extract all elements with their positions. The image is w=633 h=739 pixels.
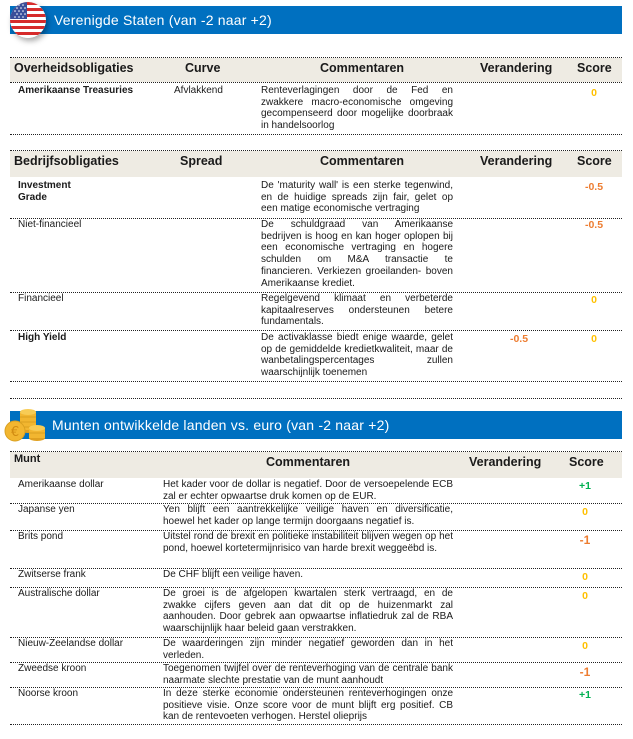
svg-text:€: € xyxy=(10,425,20,440)
score-value: 0 xyxy=(582,590,588,602)
header-score: Score xyxy=(577,61,612,75)
euro-coins-icon xyxy=(4,404,46,444)
gov-table-header xyxy=(10,58,622,82)
comment-text: De 'maturity wall' is een sterke tegenwind, en de huidige spreads zijn fair, gelet op een matige economische vertraging xyxy=(261,180,453,215)
header-bedrijfsobligaties: Bedrijfsobligaties xyxy=(14,154,119,168)
score-value: 0 xyxy=(591,87,597,99)
currency-name: Nieuw-Zeelandse dollar xyxy=(18,638,124,649)
fx-section-title: Munten ontwikkelde landen vs. euro (van -2 naar +2) xyxy=(52,417,390,433)
header-score: Score xyxy=(569,455,604,469)
score-value: -1 xyxy=(579,533,591,547)
divider xyxy=(10,724,622,725)
corp-table-header xyxy=(10,151,622,177)
fx-table-header xyxy=(10,452,622,478)
header-commentaren: Commentaren xyxy=(320,154,405,168)
bond-name: Financieel xyxy=(18,293,64,304)
comment-text: De CHF blijft een veilige haven. xyxy=(163,569,304,580)
score-value: 0 xyxy=(591,294,597,306)
comment-text: Renteverlagingen door de Fed en zwakkere macro-economische omgeving gecompenseerd door mogelijke doorbraak in handelsoorlog xyxy=(261,85,453,132)
bond-name: Amerikaanse Treasuries xyxy=(18,85,134,96)
score-value: 0 xyxy=(591,333,597,345)
divider xyxy=(10,398,622,399)
divider xyxy=(10,381,622,382)
score-value: 0 xyxy=(582,640,588,652)
us-flag-icon xyxy=(10,2,46,38)
header-verandering: Verandering xyxy=(480,154,553,168)
fx-section-banner xyxy=(10,411,622,439)
divider xyxy=(10,82,622,83)
comment-text: De waarderingen zijn minder negatief geworden dan in het verleden. xyxy=(163,638,453,661)
currency-name: Zweedse kroon xyxy=(18,663,87,674)
us-section-title: Verenigde Staten (van -2 naar +2) xyxy=(54,12,272,28)
header-munt: Munt xyxy=(14,453,41,465)
currency-name: Zwitserse frank xyxy=(18,569,86,580)
score-value: +1 xyxy=(579,480,591,492)
comment-text: Regelgevend klimaat en verbeterde kapitaalreserves ondersteunen betere fundamentals. xyxy=(261,293,453,328)
score-value: -0.5 xyxy=(584,181,604,193)
score-value: 0 xyxy=(582,506,588,518)
divider xyxy=(10,330,622,331)
score-value: 0 xyxy=(582,571,588,583)
currency-name: Noorse kroon xyxy=(18,688,79,699)
currency-name: Amerikaanse dollar xyxy=(18,479,104,490)
currency-name: Japanse yen xyxy=(18,504,75,515)
score-value: +1 xyxy=(579,689,591,701)
header-spread: Spread xyxy=(180,154,223,168)
currency-name: Brits pond xyxy=(18,531,64,542)
comment-text: De schuldgraad van Amerikaanse bedrijven is hoog en kan hoger oplopen bij een economische vertraging en hogere schulden om M&A transactie te financieren. Verkiezen groeilanden- boven Amerikaanse krediet. xyxy=(261,219,453,289)
currency-name: Australische dollar xyxy=(18,588,100,599)
us-section-banner xyxy=(10,6,622,34)
comment-text: Toegenomen twijfel over de renteverhoging van de centrale bank naarmate slechte prestatie van de munt aanhoudt xyxy=(163,663,453,686)
comment-text: De activaklasse biedt enige waarde, gelet op de gemiddelde kredietkwaliteit, maar de wanbetalingspercentages zullen waarschijnlijk toenemen xyxy=(261,332,453,379)
bond-name: High Yield xyxy=(18,332,67,343)
comment-text: De groei is de afgelopen kwartalen sterk vertraagd, en de zwakke cijfers geven aan dat dit op de huizenmarkt zal aanhouden. Door gebrek aan opwaartse inflatiedruk zal de RBA waarschijnlijk haar beleid gaan verstrakken. xyxy=(163,588,453,635)
header-verandering: Verandering xyxy=(469,455,542,469)
header-curve: Curve xyxy=(185,61,221,75)
header-verandering: Verandering xyxy=(480,61,553,75)
comment-text: In deze sterke economie ondersteunen renteverhogingen onze positieve visie. Onze score voor de munt blijft erg positief. CB kan de rentevoeten verhogen. Herstel olieprijs xyxy=(163,688,453,723)
bond-name: Investment Grade xyxy=(18,180,71,203)
header-overheidsobligaties: Overheidsobligaties xyxy=(14,61,134,75)
comment-text: Uitstel rond de brexit en politieke instabiliteit blijven wegen op het pond, hoewel kortetermijnrisico van harde brexit weggeëbd is. xyxy=(163,531,453,554)
header-commentaren: Commentaren xyxy=(266,455,351,469)
comment-text: Het kader voor de dollar is negatief. Door de versoepelende ECB zal er echter opwaartse druk komen op de EUR. xyxy=(163,479,453,502)
score-value: -1 xyxy=(579,665,591,679)
bond-name: Niet-financieel xyxy=(18,219,82,230)
header-commentaren: Commentaren xyxy=(320,61,405,75)
score-value: -0.5 xyxy=(584,219,604,231)
divider xyxy=(10,134,622,135)
curve-value: Afvlakkend xyxy=(174,85,223,96)
change-value: -0.5 xyxy=(509,333,529,345)
comment-text: Yen blijft een aantrekkelijke veilige haven en diversificatie, hoewel het kader op lange termijn doorgaans negatief is. xyxy=(163,504,453,527)
header-score: Score xyxy=(577,154,612,168)
